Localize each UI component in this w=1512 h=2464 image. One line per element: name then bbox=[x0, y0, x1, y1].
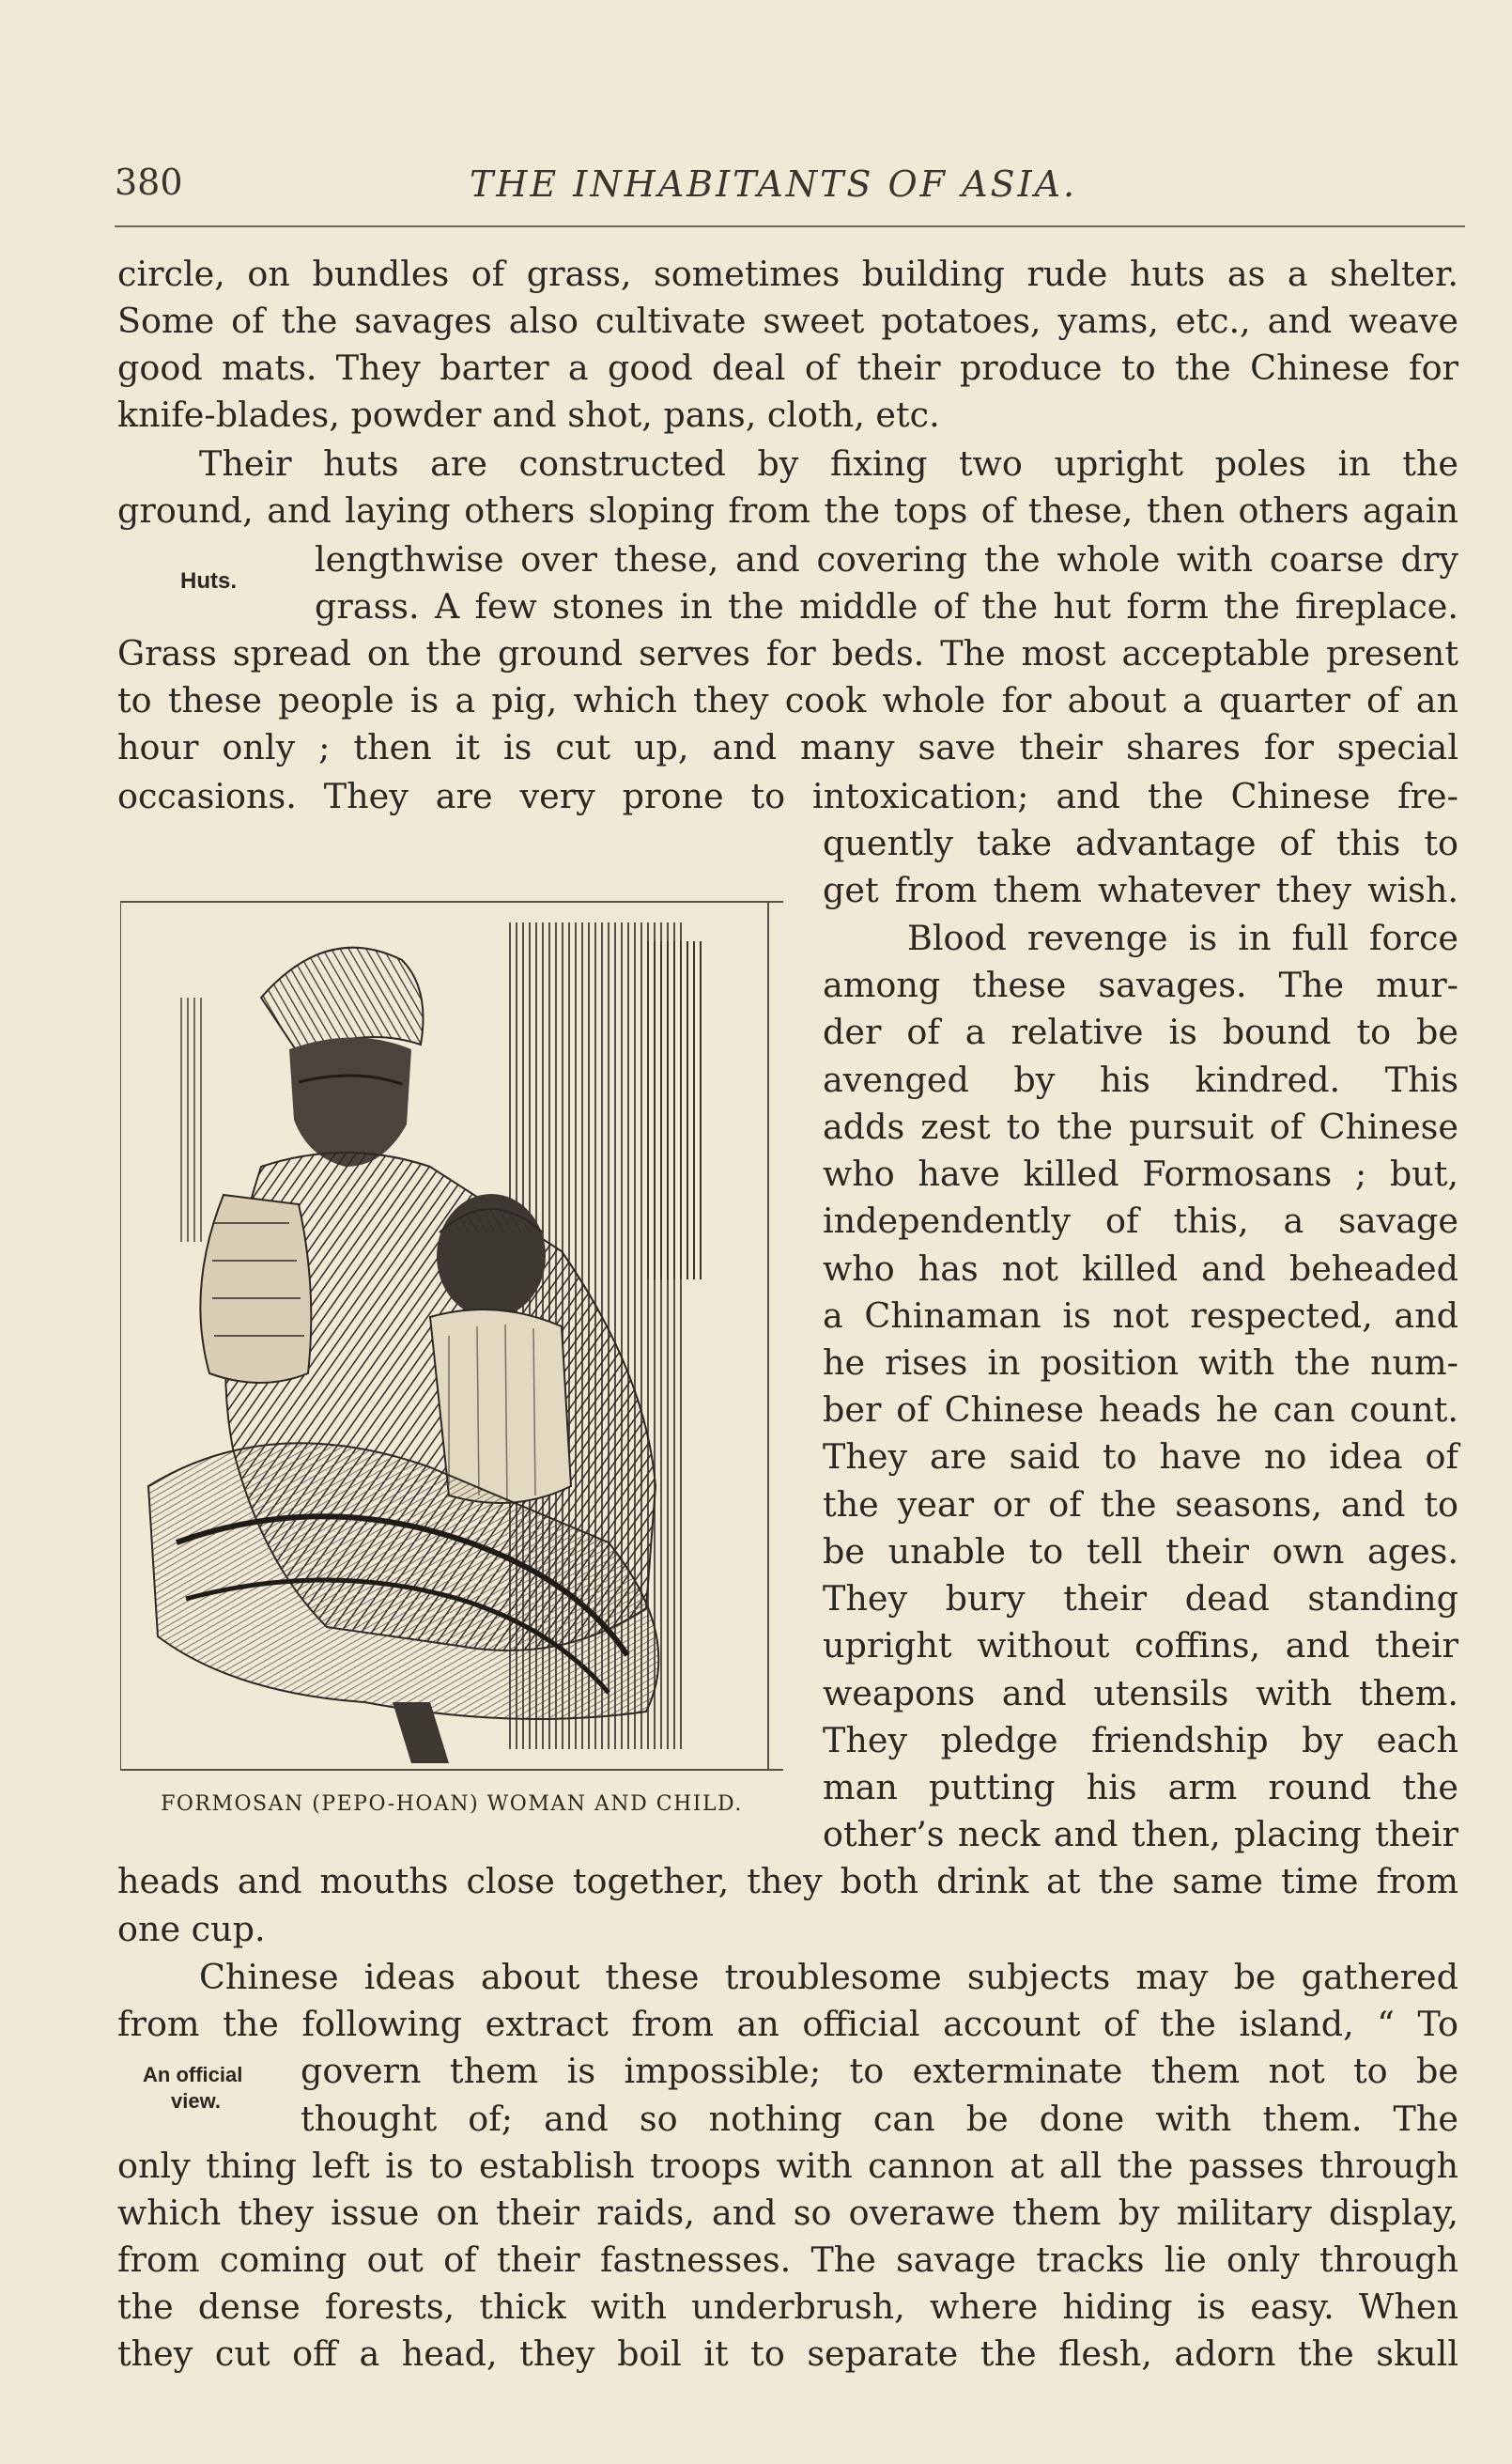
text-line: only thing left is to establish troops with cannon at all the passes through bbox=[117, 2146, 1458, 2186]
text-line: Blood revenge is in full force bbox=[907, 918, 1458, 958]
text-line: quently take advantage of this to bbox=[823, 823, 1458, 863]
text-line: from coming out of their fastnesses. The savage tracks lie only through bbox=[117, 2239, 1458, 2280]
text-line: Grass spread on the ground serves for beds. The most acceptable present bbox=[117, 633, 1458, 674]
text-line: the year or of the seasons, and to bbox=[823, 1484, 1458, 1525]
text-line: one cup. bbox=[117, 1909, 266, 1949]
text-line: good mats. They barter a good deal of their produce to the Chinese for bbox=[117, 348, 1458, 388]
header-rule bbox=[115, 225, 1465, 227]
text-line: get from them whatever they wish. bbox=[823, 870, 1458, 910]
text-line: weapons and utensils with them. bbox=[823, 1673, 1458, 1713]
text-line: avenged by his kindred. This bbox=[823, 1060, 1458, 1100]
text-line: They are said to have no idea of bbox=[823, 1436, 1458, 1477]
text-line: among these savages. The mur- bbox=[823, 965, 1458, 1005]
text-line: to these people is a pig, which they cook whole for about a quarter of an bbox=[117, 680, 1458, 721]
text-line: which they issue on their raids, and so overawe them by military display, bbox=[117, 2193, 1458, 2233]
text-line: upright without coffins, and their bbox=[823, 1625, 1458, 1666]
engraving-illustration bbox=[120, 885, 783, 1782]
running-title: THE INHABITANTS OF ASIA. bbox=[470, 163, 1078, 205]
sidenote-view: view. bbox=[171, 2089, 221, 2113]
sidenote-official: An official bbox=[143, 2063, 243, 2086]
text-line: occasions. They are very prone to intoxication; and the Chinese fre- bbox=[117, 776, 1458, 816]
text-line: lengthwise over these, and covering the whole with coarse dry bbox=[315, 539, 1458, 580]
text-line: independently of this, a savage bbox=[823, 1201, 1458, 1241]
text-line: he rises in position with the num- bbox=[823, 1342, 1458, 1383]
text-line: a Chinaman is not respected, and bbox=[823, 1295, 1458, 1336]
text-line: be unable to tell their own ages. bbox=[823, 1531, 1458, 1572]
text-line: ground, and laying others sloping from the tops of these, then others again bbox=[117, 490, 1458, 531]
text-line: they cut off a head, they boil it to separate the flesh, adorn the skull bbox=[117, 2333, 1458, 2374]
text-line: thought of; and so nothing can be done with them. The bbox=[301, 2099, 1458, 2139]
text-line: grass. A few stones in the middle of the hut form the fireplace. bbox=[315, 586, 1458, 627]
text-line: circle, on bundles of grass, sometimes building rude huts as a shelter. bbox=[117, 254, 1458, 294]
text-line: other’s neck and then, placing their bbox=[823, 1814, 1458, 1854]
text-line: ber of Chinese heads he can count. bbox=[823, 1389, 1458, 1430]
text-line: hour only ; then it is cut up, and many save their shares for special bbox=[117, 727, 1458, 767]
page-number: 380 bbox=[115, 162, 183, 203]
text-line: Their huts are constructed by fixing two upright poles in the bbox=[199, 443, 1458, 484]
text-line: Some of the savages also cultivate sweet potatoes, yams, etc., and weave bbox=[117, 301, 1458, 341]
text-line: der of a relative is bound to be bbox=[823, 1012, 1458, 1052]
text-line: They bury their dead standing bbox=[823, 1578, 1458, 1619]
text-line: govern them is impossible; to exterminate them not to be bbox=[301, 2051, 1458, 2091]
text-line: the dense forests, thick with underbrush, where hiding is easy. When bbox=[117, 2286, 1458, 2327]
text-line: They pledge friendship by each bbox=[823, 1720, 1458, 1760]
text-line: Chinese ideas about these troublesome subjects may be gathered bbox=[199, 1957, 1458, 1997]
text-line: knife-blades, powder and shot, pans, cloth, etc. bbox=[117, 395, 940, 435]
text-line: heads and mouths close together, they both drink at the same time from bbox=[117, 1861, 1458, 1901]
text-line: from the following extract from an official account of the island, “ To bbox=[117, 2004, 1458, 2044]
text-line: adds zest to the pursuit of Chinese bbox=[823, 1107, 1458, 1147]
text-line: who has not killed and beheaded bbox=[823, 1248, 1458, 1289]
text-line: man putting his arm round the bbox=[823, 1767, 1458, 1807]
woman-and-child-engraving bbox=[120, 885, 783, 1782]
sidenote-huts: Huts. bbox=[180, 568, 237, 594]
figure-caption: FORMOSAN (PEPO-HOAN) WOMAN AND CHILD. bbox=[161, 1792, 743, 1816]
text-line: who have killed Formosans ; but, bbox=[823, 1154, 1458, 1194]
